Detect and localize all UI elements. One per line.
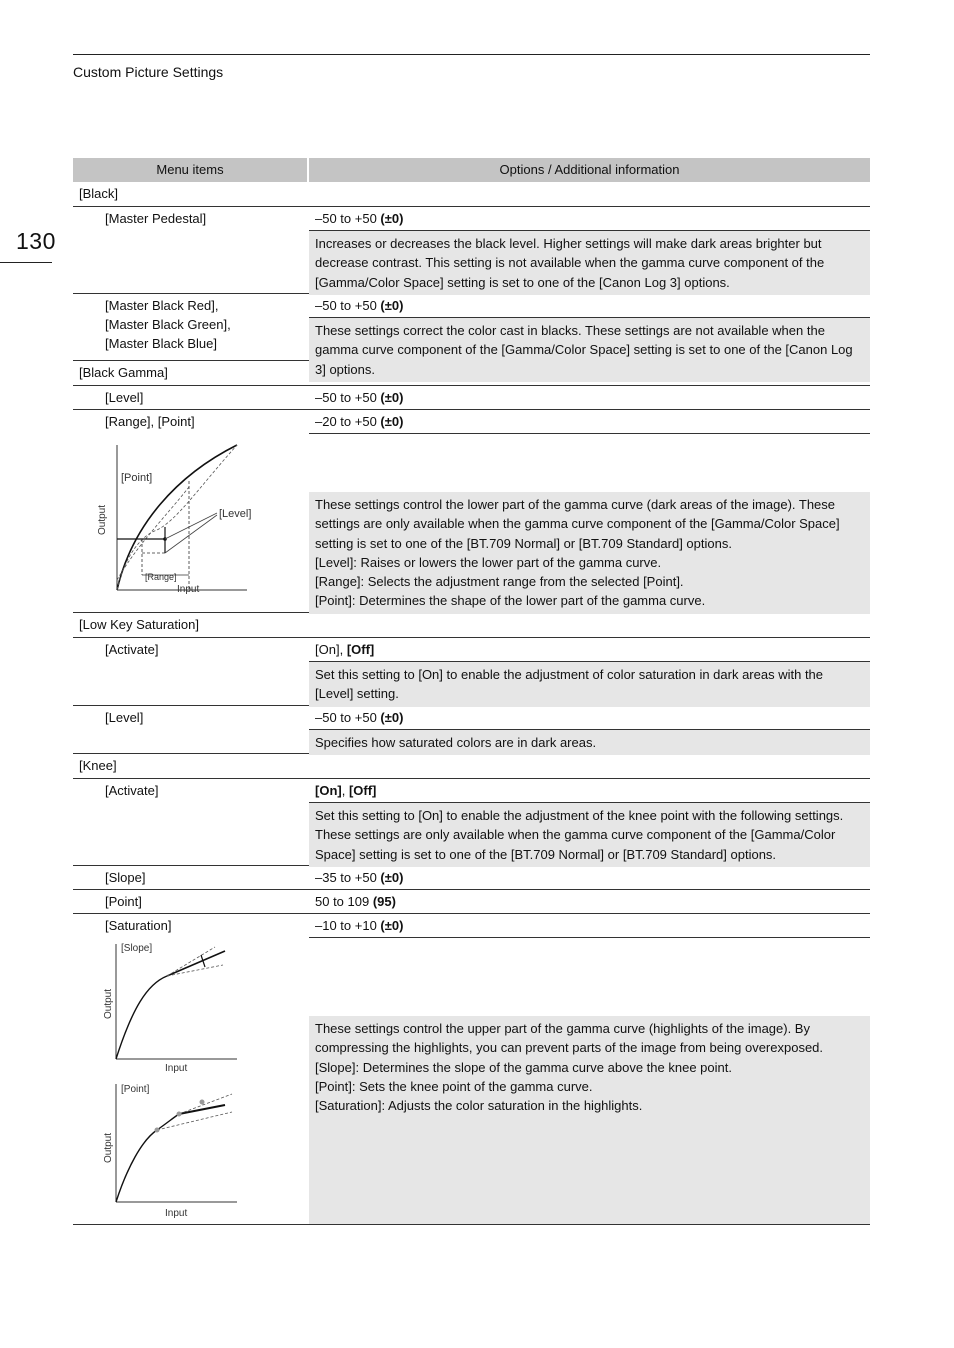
info-text: Increases or decreases the black level. Higher settings will make dark areas brighter but decrease contrast. This setting is not available when the gamma curve component of the [Gamma/Color Space] setting is set to one of the [Canon Log 3] options. [309,231,870,295]
item-label: [Level] [105,710,144,725]
axis-label-input: Input [177,584,200,595]
option-range: –50 to +50 (±0) [309,207,870,231]
table-row [73,890,870,914]
axis-label-output: Output [103,1132,114,1163]
option-range: –10 to +10 (±0) [309,914,870,938]
spacer [309,938,870,1016]
page-header-title: Custom Picture Settings [73,64,224,80]
item-label: [Activate] [105,642,159,657]
table-header [73,158,870,182]
diagram-label-slope: [Slope] [121,943,153,954]
axis-label-output: Output [97,504,108,535]
page-number: 130 [16,228,56,254]
settings-table [73,158,870,1225]
table-row [73,207,870,294]
item-label: [Activate] [105,783,159,798]
item-label: [Master Black Red], [Master Black Green], [Master Black Blue] [105,298,231,351]
option-range: –50 to +50 (±0) [309,706,870,730]
info-text: These settings correct the color cast in blacks. These settings are not available when the gamma curve component of the [Gamma/Color Space] setting is set to one of the [Canon Log 3] options. [309,318,870,382]
item-label: [Range], [Point] Output [Level] [Point] [Range] Input [73,410,309,612]
header-rule [73,54,870,55]
option-range: –20 to +50 (±0) [309,410,870,434]
diagram-label-point: [Point] [121,472,153,484]
section-black: [Black] [73,182,870,207]
item-label: [Point] [105,894,142,909]
col-header-options: Options / Additional information [307,158,870,182]
axis-label-input: Input [165,1063,188,1074]
item-label: [Master Pedestal] [105,211,207,226]
info-text: Set this setting to [On] to enable the adjustment of color saturation in dark areas with the [Level] setting. [309,662,870,707]
axis-label-input: Input [165,1208,188,1218]
table-row [73,386,870,410]
section-low-key-saturation: [Low Key Saturation] [73,613,870,638]
knee-slope-diagram [97,939,247,1074]
diagram-label-point: [Point] [121,1084,150,1095]
option-range: –50 to +50 (±0) [309,294,870,318]
black-gamma-diagram [97,435,267,605]
option-values: [On], [Off] [309,779,870,803]
item-label: [Slope] [105,870,146,885]
info-text: These settings control the upper part of the gamma curve (highlights of the image). By compressing the highlights, you can prevent parts of the image from being overexposed. [Slope]: Determines the slope of the gamma curve above the knee point. [Point]: Sets the knee point of the gamma curve. [Saturation]: Adjusts the color saturation in the highlights. [309,1016,870,1224]
table-row [73,706,870,754]
spacer [309,434,870,492]
table-row [73,779,870,866]
option-range: –50 to +50 (±0) [315,390,404,405]
info-text: Specifies how saturated colors are in dark areas. [309,730,870,755]
table-row [73,866,870,890]
option-range: –35 to +50 (±0) [315,870,404,885]
col-header-menu-items: Menu items [156,162,224,177]
item-label: [Level] [105,390,144,405]
item-label: [Saturation] [Slope] Output Input [Point] Output Input [73,914,309,1224]
info-text: These settings control the lower part of the gamma curve (dark areas of the image). These settings are only available when the gamma curve component of the [Gamma/Color Space] setting is set to one of the [BT.709 Normal] or [BT.709 Standard] options. [Level]: Raises or lowers the lower part of the gamma curve. [Range]: Selects the adjustment range from the selected [Point]. [Point]: Determines the shape of the lower part of the gamma curve. [309,492,870,614]
section-black-gamma: [Black Gamma] [73,361,870,386]
option-values: [On], [Off] [309,638,870,662]
axis-label-output: Output [103,988,114,1019]
diagram-label-level: [Level] [219,508,252,520]
page-number-rule [0,262,52,263]
diagram-label-range: [Range] [145,572,177,582]
knee-point-diagram [97,1078,247,1218]
option-range: 50 to 109 (95) [315,894,396,909]
table-row [73,914,870,1225]
info-text: Set this setting to [On] to enable the adjustment of the knee point with the following settings. These settings are only available when the gamma curve component of the [Gamma/Color Space] setting is set to one of the [BT.709 Normal] or [BT.709 Standard] options. [309,803,870,867]
table-row [73,638,870,706]
table-row [73,410,870,613]
section-knee: [Knee] [73,754,870,779]
